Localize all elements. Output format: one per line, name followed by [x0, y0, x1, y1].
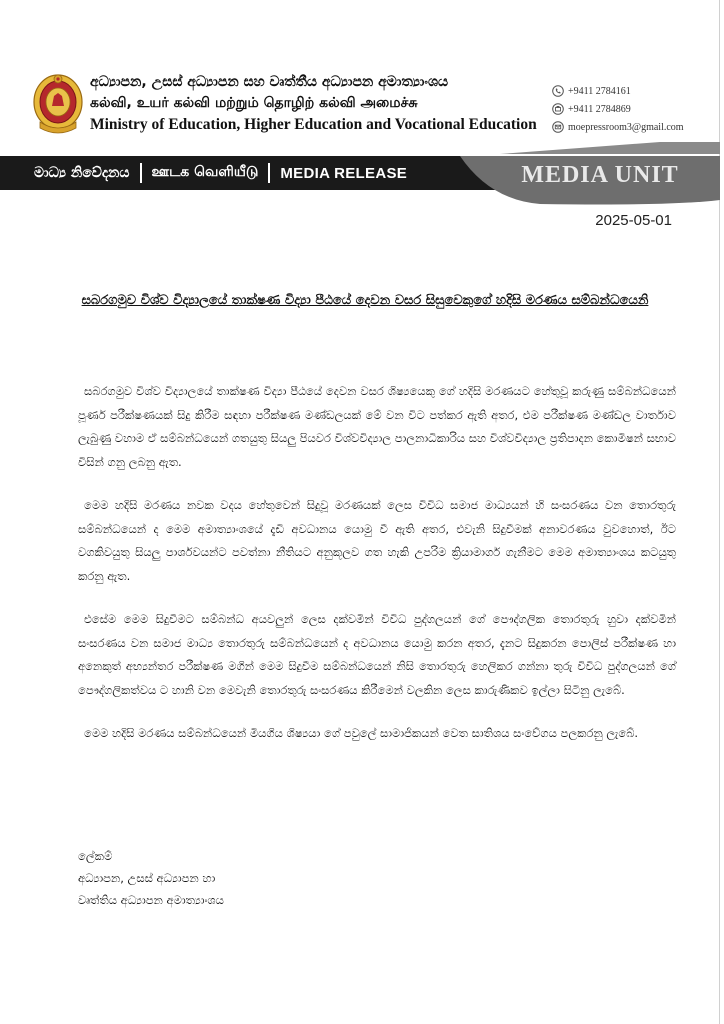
- phone-number: +9411 2784161: [568, 85, 631, 97]
- fax-icon: [552, 103, 564, 115]
- fax-number: +9411 2784869: [568, 103, 631, 115]
- letterhead: [30, 58, 720, 148]
- body-paragraph: මෙම හදිසි මරණය සම්බන්ධයෙන් මියගිය ශිෂ්‍යයා ගේ පවුලේ සාමාජිකයන් වෙත සාතිශය සංවේගය පලකරනු ලැබේ.: [84, 726, 639, 740]
- ministry-name-tamil: கல்வி, உயர் கல்வி மற்றும் தொழிற் கல்வி அமைச்சு: [90, 95, 418, 111]
- banner-labels: [34, 156, 407, 190]
- release-body: [78, 380, 676, 766]
- media-unit-label: MEDIA UNIT: [521, 161, 679, 188]
- banner-label-english: MEDIA RELEASE: [280, 164, 408, 182]
- ministry-name-sinhala: අධ්‍යාපන, උසස් අධ්‍යාපන සහ වෘත්තීය අධ්‍යාපන අමාත්‍යාංශය: [90, 74, 449, 90]
- body-paragraph: සබරගමුව විශ්ව විද්‍යාලයේ තාක්ෂණ විද්‍යා පීඨයේ දෙවන වසර ශිෂ්‍යයෙකු ගේ හදිසි මරණයට හේතුවූ කරුණු සම්බන්ධයෙන් පූර්ණ පරීක්ෂණයක් සිදු කිරීම සඳහා පරීක්ෂණ මණ්ඩලයක් මේ වන විට පත්කර ඇති අතර, එම පරීක්ෂණ මණ්ඩල වාර්තාව ලැබුණු වහාම ඒ සම්බන්ධයෙන් ගතයුතු සියලු පියවර විශ්වවිද්‍යාල පාලනාධිකාරිය සහ විශ්වවිද්‍යාල ප්‍රතිපාදන කොමිෂන් සභාව විසින් ගනු ලබනු ඇත.: [78, 384, 676, 469]
- email-icon: [552, 121, 564, 133]
- signature-block: [78, 845, 478, 911]
- body-paragraph: මෙම හදිසි මරණය නවක වදය හේතුවෙන් සිදුවූ මරණයක් ලෙස විවිධ සමාජ මාධ්‍යයන් හි සංසරණය වන තොරතුරු සම්බන්ධයෙන් ද මෙම අමාත්‍යාංශයේ දැඩි අවධානය යොමු වී ඇති අතර, එවැනි සිදුවීමක් අනාවරණය වුවහොත්, ඊට වගකිවයුතු සියලු පාර්ශවයන්ට පවත්නා නීතියට අනුකූලව ගත හැකි උපරිම ක්‍රියාමාර්ග ගැනීමට මෙම අමාත්‍යාංශය කටයුතු කරනු ඇත.: [78, 498, 676, 583]
- release-title: සබරගමුව විශ්ව විද්‍යාලයේ තාක්ෂණ විද්‍යා පීඨයේ දෙවන වසර සිසුවෙකුගේ හදිසි මරණය සම්බන්ධයෙනි: [81, 293, 649, 308]
- signatory-ministry-line-1: අධ්‍යාපන, උසස් අධ්‍යාපන හා: [78, 871, 216, 885]
- fax-contact: [552, 100, 722, 118]
- email-contact: [552, 118, 722, 136]
- media-release-banner: [0, 152, 719, 208]
- banner-divider: [140, 163, 142, 183]
- release-date: 2025-05-01: [595, 212, 672, 229]
- banner-divider: [268, 163, 270, 183]
- ministry-names: [90, 72, 550, 136]
- ministry-name-english: Ministry of Education, Higher Education and Vocational Education: [90, 116, 537, 133]
- phone-icon: [552, 85, 564, 97]
- banner-label-sinhala: මාධ්‍ය නිවේදනය: [34, 165, 130, 181]
- contact-info: [552, 82, 722, 136]
- signatory-ministry-line-2: වෘත්තිය අධ්‍යාපන අමාත්‍යාංශය: [78, 893, 224, 907]
- phone-contact: [552, 82, 722, 100]
- signatory-title: ලේකම්: [78, 849, 113, 863]
- body-paragraph: එසේම මෙම සිදුවීමට සම්බන්ධ අයවලුන් ලෙස දක්වමින් විවිධ පුද්ගලයන් ගේ පෞද්ගලික තොරතුරු හුවා දක්වමින් සංසරණය වන සමාජ මාධ්‍ය තොරතුරු සම්බන්ධයෙන් ද අවධානය යොමු කරන අතර, දැනට සිදුකරන පොලිස් පරීක්ෂණ හා අනෙකුත් අභ්‍යන්තර පරීක්ෂණ මගින් මෙම සිදුවීම සම්බන්ධයෙන් නිසි තොරතුරු හෙලිකර ගන්නා තුරු විවිධ පුද්ගලයන් ගේ පෞද්ගලිකත්වය ට හානි වන මෙවැනි තොරතුරු සංසරණය කිරීමෙන් වලකින ලෙස කාරුණිකව ඉල්ලා සිටිනු ලැබේ.: [78, 612, 676, 697]
- banner-label-tamil: ஊடக வெளியீடு: [151, 164, 259, 180]
- national-emblem-icon: [32, 72, 84, 138]
- email-address: moepressroom3@gmail.com: [568, 121, 684, 133]
